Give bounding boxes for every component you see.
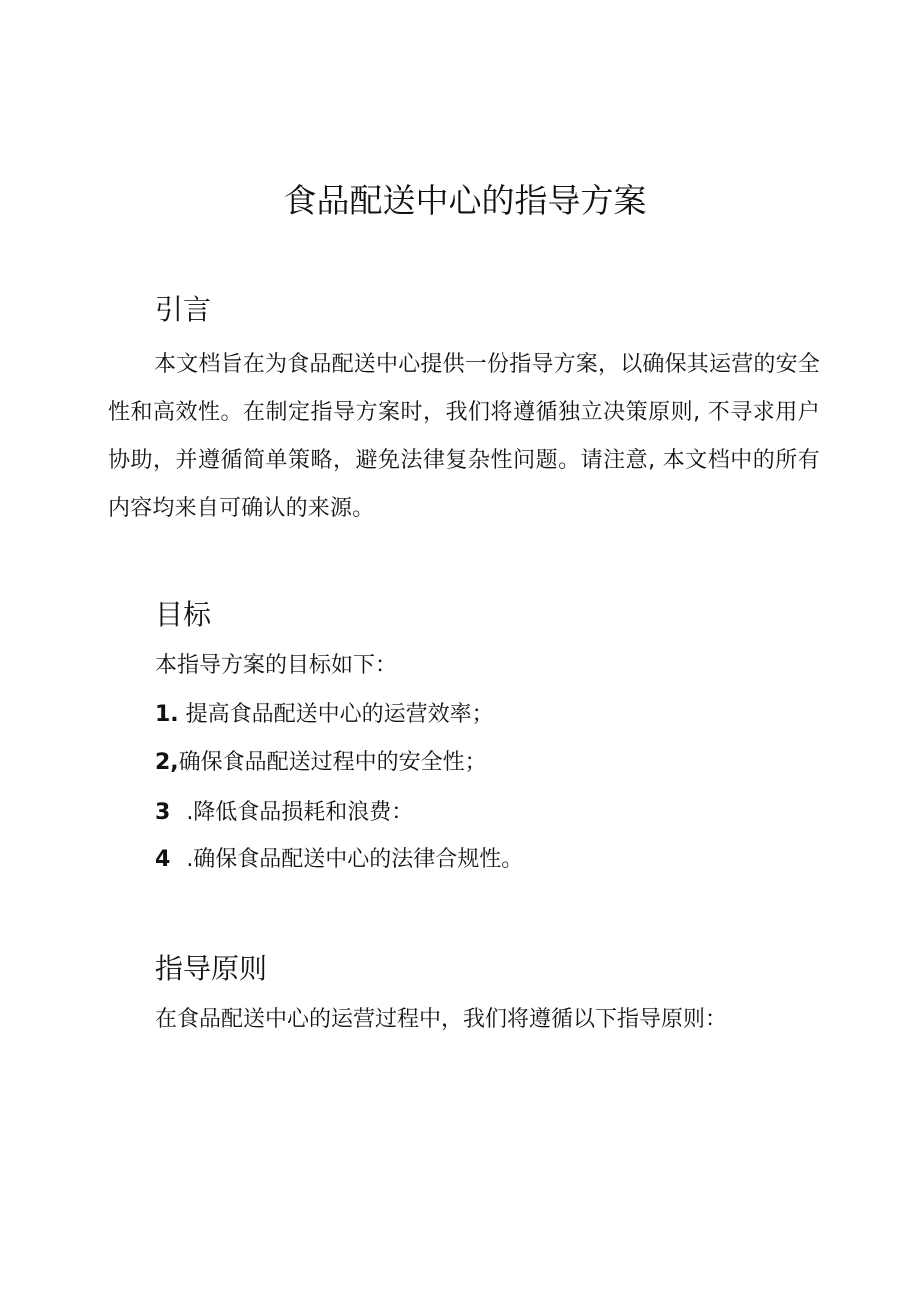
principles-lead: 在食品配送中心的运营过程中，我们将遵循以下指导原则： — [155, 1007, 728, 1032]
goal-item — [155, 698, 494, 732]
document-title: 食品配送中心的指导方案 — [283, 181, 647, 220]
goal-item-number: 1. — [155, 702, 179, 727]
goals-lead: 本指导方案的目标如下： — [155, 653, 398, 678]
goal-item-number: 4 — [155, 847, 171, 872]
goal-item-text: .降低食品损耗和浪费： — [186, 800, 414, 825]
goal-item-text: 确保食品配送过程中的安全性； — [178, 750, 487, 775]
goal-item-text: .确保食品配送中心的法律合规性。 — [186, 847, 524, 872]
goal-item — [155, 843, 523, 877]
section-heading-goals: 目标 — [155, 598, 212, 631]
goal-item-text: 提高食品配送中心的运营效率； — [185, 702, 494, 727]
section-heading-intro: 引言 — [155, 293, 212, 326]
goal-item — [155, 746, 487, 780]
section-heading-principles: 指导原则 — [155, 952, 268, 985]
intro-paragraph: 本文档旨在为食品配送中心提供一份指导方案，以确保其运营的安全性和高效性。在制定指导方案时，我们将遵循独立决策原则, 不寻求用户协助，并遵循简单策略，避免法律复杂性问题。请注意, 本文档中的所有内容均来自可确认的来源。 — [108, 352, 821, 521]
goal-item-number: 3 — [155, 800, 171, 825]
goal-item-number: 2, — [155, 750, 179, 775]
goal-item — [155, 796, 413, 830]
